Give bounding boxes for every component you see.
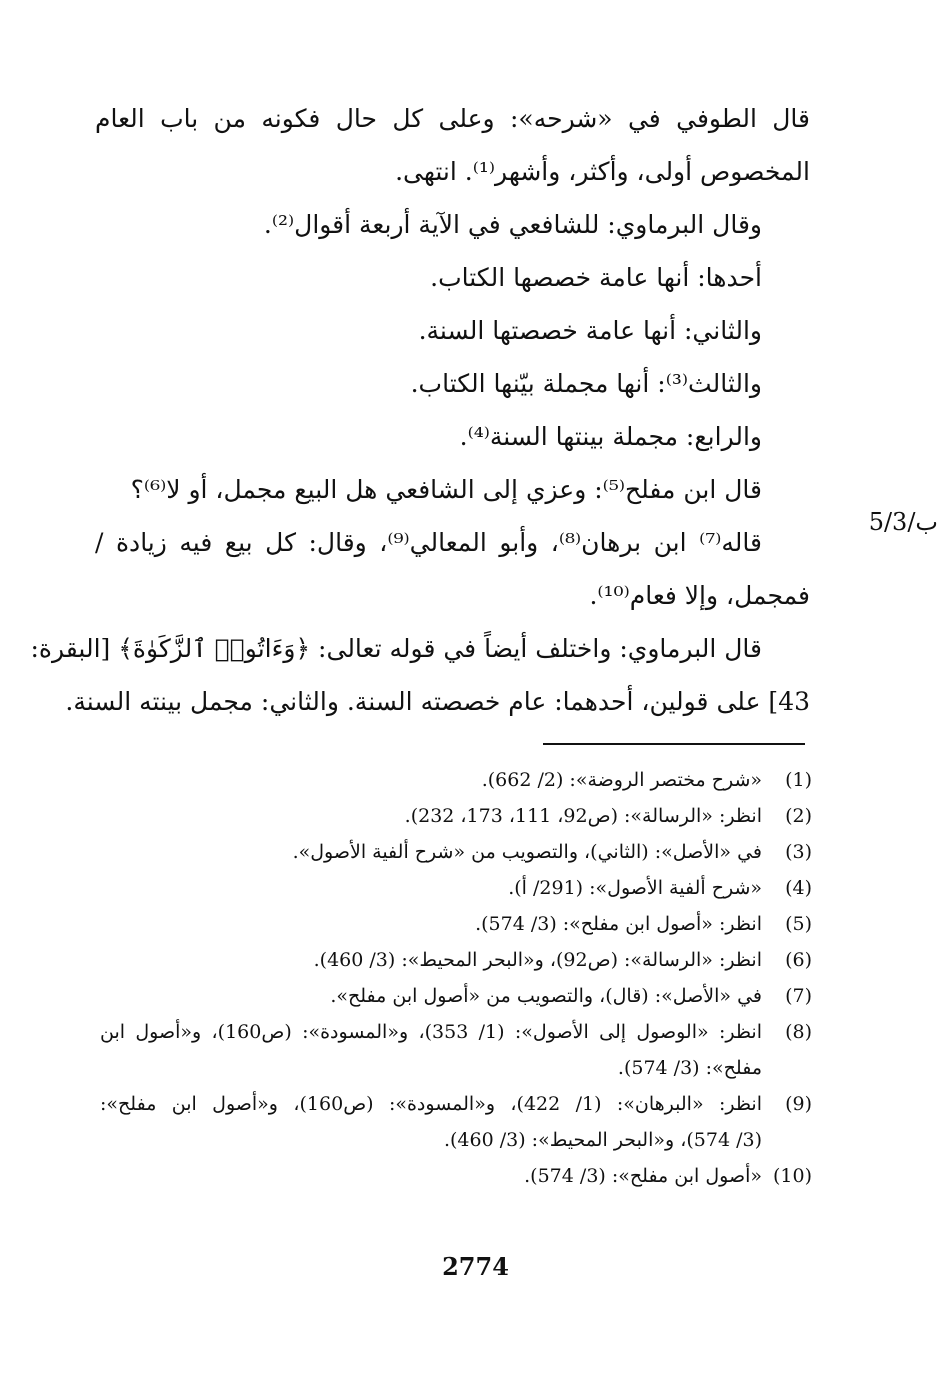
text-line: قال ابن مفلح⁽⁵⁾: وعزي إلى الشافعي هل البيع مجمل، أو لا⁽⁶⁾؟: [130, 475, 762, 504]
footnote-text: انظر: «أصول ابن مفلح»: (3/ 574).: [475, 913, 762, 935]
footnote-text: (3/ 574)، و«البحر المحيط»: (3/ 460).: [443, 1129, 762, 1151]
footnote-text: «شرح مختصر الروضة»: (2/ 662).: [481, 769, 762, 791]
footnote-text: انظر: «الرسالة»: (ص92)، و«البحر المحيط»: (3/ 460).: [313, 949, 762, 971]
page-number: 2774: [442, 1252, 509, 1281]
footnote: [100, 798, 812, 834]
footnote-number: (9): [785, 1093, 812, 1115]
text-line: 43] على قولين، أحدهما: عام خصصته السنة. والثاني: مجمل بينته السنة.: [65, 687, 810, 716]
footnote: [100, 942, 812, 978]
footnote: [100, 1086, 812, 1158]
footnotes: [100, 762, 812, 1194]
text-line: المخصوص أولى، وأكثر، وأشهر⁽¹⁾. انتهى.: [395, 157, 810, 186]
footnote-number: (4): [785, 877, 812, 899]
text-line: قاله⁽⁷⁾ ابن برهان⁽⁸⁾، وأبو المعالي⁽⁹⁾، وقال: كل بيع فيه زيادة /: [95, 528, 762, 557]
text-line: والثاني: أنها عامة خصصتها السنة.: [418, 316, 762, 345]
text-line: قال البرماوي: واختلف أيضاً في قوله تعالى: ﴿وَءَاتُوا۟ ٱلزَّكَوٰةَ﴾ [البقرة:: [30, 634, 762, 663]
footnote-number: (2): [785, 805, 812, 827]
footnote-separator: [543, 743, 805, 745]
footnote-number: (10): [772, 1165, 812, 1187]
text-line: فمجمل، وإلا فعام⁽¹⁰⁾.: [589, 581, 810, 610]
footnote-number: (3): [785, 841, 812, 863]
footnote-text: انظر: «الرسالة»: (ص92، 111، 173، 232).: [404, 805, 762, 827]
manuscript-folio-note: ب/5/3: [868, 508, 938, 536]
text-line: والرابع: مجملة بينتها السنة⁽⁴⁾.: [459, 422, 762, 451]
footnote-number: (8): [785, 1021, 812, 1043]
text-line: وقال البرماوي: للشافعي في الآية أربعة أقوال⁽²⁾.: [263, 210, 762, 239]
footnote-text: مفلح»: (3/ 574).: [617, 1057, 762, 1079]
footnote-number: (1): [785, 769, 812, 791]
footnote: [100, 870, 812, 906]
footnote-number: (7): [785, 985, 812, 1007]
footnote-text: في «الأصل»: (الثاني)، والتصويب من «شرح ألفية الأصول».: [292, 841, 762, 863]
footnote: [100, 834, 812, 870]
footnote-number: (6): [785, 949, 812, 971]
footnote-text: «أصول ابن مفلح»: (3/ 574).: [524, 1165, 762, 1187]
text-line: قال الطوفي في «شرحه»: وعلى كل حال فكونه من باب العام: [95, 104, 810, 133]
footnote-text: «شرح ألفية الأصول»: (291/ أ).: [508, 877, 762, 899]
footnote-text: انظر: «البرهان»: (1/ 422)، و«المسودة»: (ص160)، و«أصول ابن مفلح»:: [100, 1093, 762, 1115]
footnote-number: (5): [785, 913, 812, 935]
footnote: [100, 1158, 812, 1194]
footnote: [100, 1014, 812, 1086]
footnote: [100, 906, 812, 942]
footnote-text: انظر: «الوصول إلى الأصول»: (1/ 353)، و«المسودة»: (ص160)، و«أصول ابن: [100, 1021, 762, 1043]
footnote-text: في «الأصل»: (قال)، والتصويب من «أصول ابن مفلح».: [330, 985, 762, 1007]
footnote: [100, 978, 812, 1014]
text-line: والثالث⁽³⁾: أنها مجملة بيّنها الكتاب.: [410, 369, 762, 398]
text-line: أحدها: أنها عامة خصصها الكتاب.: [430, 263, 762, 292]
footnote: [100, 762, 812, 798]
main-text: [30, 92, 810, 728]
